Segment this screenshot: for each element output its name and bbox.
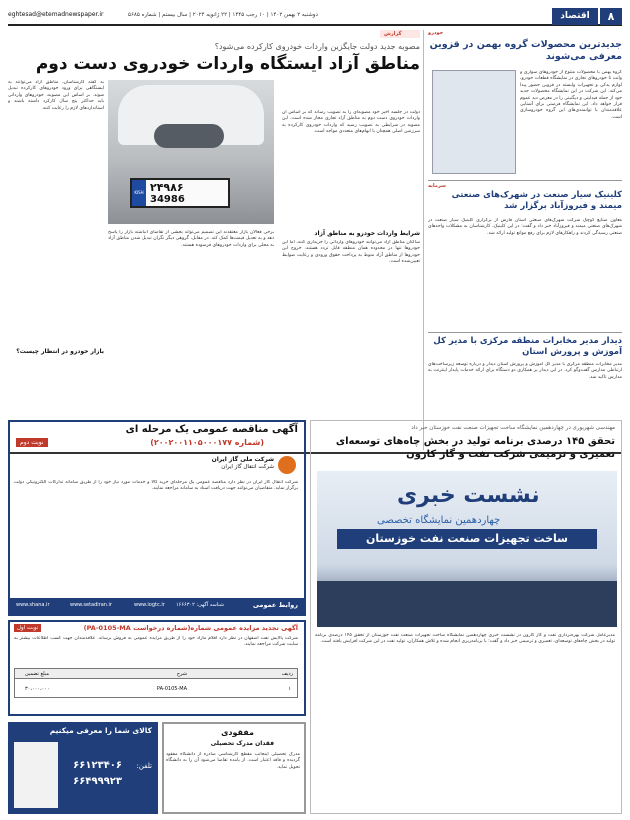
tender-sub-company: شرکت انتقال گاز ایران: [221, 464, 274, 470]
goods-ad: [8, 722, 158, 814]
lost-title: مفقودی: [221, 728, 254, 737]
table-cell: PA-0105-MA: [156, 686, 187, 692]
banner-line: ساخت تجهیزات صنعت نفت خوزستان: [337, 529, 597, 549]
panel-table: [317, 581, 617, 627]
table-header-cell: شرح: [176, 671, 187, 677]
auction-body: شرکت پالایش نفت اصفهان در نظر دارد اقلام مازاد خود را از طریق مزایده عمومی به فروش برساند. علاقه‌مندان جهت کسب اطلاعات بیشتر به سایت شرکت مراجعه نمایند.: [14, 636, 298, 648]
main-body-right: دولت در جلسه اخیر خود مصوبه‌ای را به تصویب رساند که بر اساس آن واردات خودروی دست دوم به مناطق آزاد تجاری مجاز شده است. این مصوبه در شرایطی به تصویب رسید که واردات خودروی کارکرده به سرزمین اصلی همچنان با ابهام‌های متعددی مواجه است.: [282, 110, 420, 135]
tender-title: آگهی مناقصه عمومی یک مرحله ای: [125, 424, 298, 435]
main-body-middle: ساکنان مناطق آزاد می‌توانند خودروهای وارداتی را خریداری کنند، اما این خودروها تنها در محدوده همان منطقه قابل تردد هستند. خروج این خودروها از مناطق آزاد منوط به پرداخت حقوق ورودی و رعایت ضوابط تعیین‌شده است.: [282, 240, 420, 265]
table-header-cell: مبلغ تضمین: [25, 671, 50, 677]
banner-subtitle: چهاردهمین نمایشگاه تخصصی: [377, 515, 501, 526]
main-kicker: مصوبه جدید دولت جایگزین واردات خودروی کارکرده می‌شود؟: [214, 42, 420, 51]
page-header: [8, 8, 622, 26]
lost-body: مدرک تحصیلی اینجانب مقطع کارشناسی صادره از دانشگاه مفقود گردیده و فاقد اعتبار است. از یابنده تقاضا می‌شود آن را به دانشگاه تحویل نماید.: [166, 752, 300, 770]
lost-doc-ad: [162, 722, 306, 814]
site-2-link[interactable]: www.setadiran.ir: [70, 602, 112, 608]
main-article: [8, 30, 420, 448]
plate-number-latin: 34986: [150, 194, 185, 205]
main-body-center: برخی فعالان بازار معتقدند این تصمیم می‌تواند بخشی از تقاضای انباشته بازار را پاسخ دهد و به تعدیل قیمت‌ها کمک کند. در مقابل، گروهی دیگر نگران تبدیل شدن مناطق آزاد به محلی برای واردات خودروهای فرسوده هستند.: [108, 230, 274, 248]
tender-company: شرکت ملی گاز ایران: [211, 456, 274, 463]
tag-report: گزارش: [380, 30, 420, 38]
article-body-bahman: گروه بهمن با محصولات متنوع از خودروهای سواری و وانت تا خودروهای تجاری در نمایشگاه قطعات خودرو، لوازم یدکی و تجهیزات وابسته در قزوین حضور پیدا می‌کند. این شرکت در این نمایشگاه محصولات جدید خود از جمله فیدلیتی و دیگنیتی را در معرض دید عموم قرار خواهد داد. این نمایشگاه فرصتی برای آشنایی علاقه‌مندان با توانمندی‌های این گروه خودروسازی است.: [520, 70, 622, 120]
goods-title: کالای شما را معرفی میکنیم: [49, 726, 152, 735]
tender-footer-tag: روابط عمومی: [252, 601, 298, 609]
press-conference-photo: [317, 471, 617, 627]
site-1-link[interactable]: www.shana.ir: [16, 602, 50, 608]
bahman-ad-image: [432, 70, 516, 174]
article-title-clinic: کلینیک سیار صنعت در شهرک‌های صنعتی میمند و فیروزآباد برگزار شد: [451, 190, 622, 211]
header-email: eghtesad@etemadnewspaper.ir: [8, 11, 104, 18]
gas-body: مدیرعامل شرکت بهره‌برداری نفت و گاز کارون در نشست خبری چهاردهمین نمایشگاه ساخت تجهیزات صنعت نفت خوزستان از تحقق ۱۴۵ درصدی برنامه تولید در بخش چاه‌های توسعه‌ای، تعمیری و ترمیمی خبر داد و گفت: با برنامه‌ریزی انجام شده و تلاش همکاران، تولید نفت در این شرکت افزایش یافته است.: [315, 633, 615, 645]
table-header-cell: ردیف: [281, 671, 293, 677]
page-number: ۸: [600, 8, 622, 25]
phone-number-1: ۶۶۱۲۳۴۰۶: [73, 760, 122, 771]
table-row: [15, 680, 297, 698]
tender-tag: نوبت دوم: [16, 438, 48, 447]
section-label: اقتصاد: [552, 8, 598, 25]
people-illustration: [14, 742, 58, 808]
auction-tag: نوبت اول: [14, 624, 41, 632]
subhead-market: بازار خودرو در انتظار چیست؟: [16, 348, 104, 355]
gas-kicker: مهندسی شهریوری در چهاردهمین نمایشگاه ساخت تجهیزات صنعت نفت خوزستان خبر داد: [411, 425, 615, 431]
article-body-telecom: مدیر مخابرات منطقه مرکزی با مدیر کل آموزش و پرورش استان دیدار و درباره توسعه زیرساخت‌های ارتباطی مدارس گفت‌وگو کرد. در این دیدار بر همکاری دو دستگاه برای ارائه خدمات پایدار اینترنت به مدارس تاکید شد.: [428, 362, 622, 380]
banner-title: نشست خبری: [397, 483, 540, 508]
company-logo-icon: [278, 456, 296, 474]
tag-capital: سرمایه: [428, 183, 446, 189]
header-date: دوشنبه ۲ بهمن ۱۴۰۲ | ۱۰ رجب ۱۴۴۵ | ۲۲ ژانویه ۲۰۲۴ | سال بیستم | شماره ۵۶۸۵: [128, 12, 318, 18]
gas-title: تحقق ۱۴۵ درصدی برنامه تولید در بخش چاه‌های توسعه‌ای تعمیری و ترمیمی شرکت نفت و گاز کارون: [335, 436, 615, 460]
article-title-bahman: جدیدترین محصولات گروه بهمن در قزوین معرفی می‌شوند: [429, 39, 622, 62]
main-title: مناطق آزاد ایستگاه واردات خودروی دست دوم: [35, 54, 420, 74]
table-cell: ۳۰،۰۰۰،۰۰۰: [25, 686, 50, 692]
car-plate-photo: [108, 80, 274, 224]
tender-number: (شماره ۲۰۰۲۰۰۱۱۰۵۰۰۰۱۷۷): [150, 438, 264, 447]
right-column: [428, 30, 622, 450]
plate-region: KISH: [132, 180, 146, 206]
article-body-clinic: معاون صنایع کوچک شرکت شهرک‌های صنعتی استان فارس از برگزاری کلینیک سیار صنعت در شهرک‌های صنعتی میمند و فیروزآباد خبر داد و گفت: در این کلینیک، کارشناسان به مشکلات واحدهای صنعتی رسیدگی کردند و راهکارهای لازم برای رفع موانع تولید ارائه شد.: [428, 218, 622, 236]
main-body-left: به گفته کارشناسان، مناطق آزاد می‌توانند به ایستگاهی برای ورود خودروهای کارکرده تبدیل شوند. بر اساس این مصوبه، خودروهای وارداتی باید حداکثر پنج سال کارکرد داشته باشند و استانداردهای لازم را رعایت کنند.: [8, 80, 104, 111]
tender-body: شرکت انتقال گاز ایران در نظر دارد مناقصه عمومی یک مرحله‌ای خرید کالا و خدمات مورد نیاز خود را از طریق سامانه تدارکات الکترونیکی دولت برگزار نماید. متقاضیان می‌توانند جهت دریافت اسناد به سامانه مراجعه نمایند.: [14, 480, 298, 492]
table-header-row: [15, 669, 297, 679]
tender-ad: [8, 420, 306, 616]
license-plate: [130, 178, 230, 208]
subhead-free-zone: شرایط واردات خودرو به مناطق آزاد: [314, 230, 420, 237]
tender-footer-code: شناسه آگهی: ۱۶۶۶۳۰۲: [175, 602, 224, 608]
article-title-telecom: دیدار مدیر مخابرات منطقه مرکزی با مدیر کل آموزش و پرورش استان: [433, 336, 622, 357]
auction-title: آگهی تجدید مزایده عمومی شماره(شماره درخواست PA-0105-MA): [83, 624, 298, 632]
oil-gas-article: [310, 420, 622, 814]
auction-table: [14, 668, 298, 698]
table-cell: ۱: [288, 686, 291, 692]
phone-number-2: ۶۶۴۹۹۹۲۳: [73, 776, 122, 787]
lost-sub: فقدان مدرک تحصیلی: [210, 740, 274, 747]
auction-ad: [8, 620, 306, 716]
tag-car: خودرو: [428, 30, 444, 36]
site-3-link[interactable]: www.iogtc.ir: [134, 602, 165, 608]
plate-number-fa: ۲۴۹۸۶: [150, 181, 184, 194]
phone-label: تلفن:: [136, 762, 152, 770]
